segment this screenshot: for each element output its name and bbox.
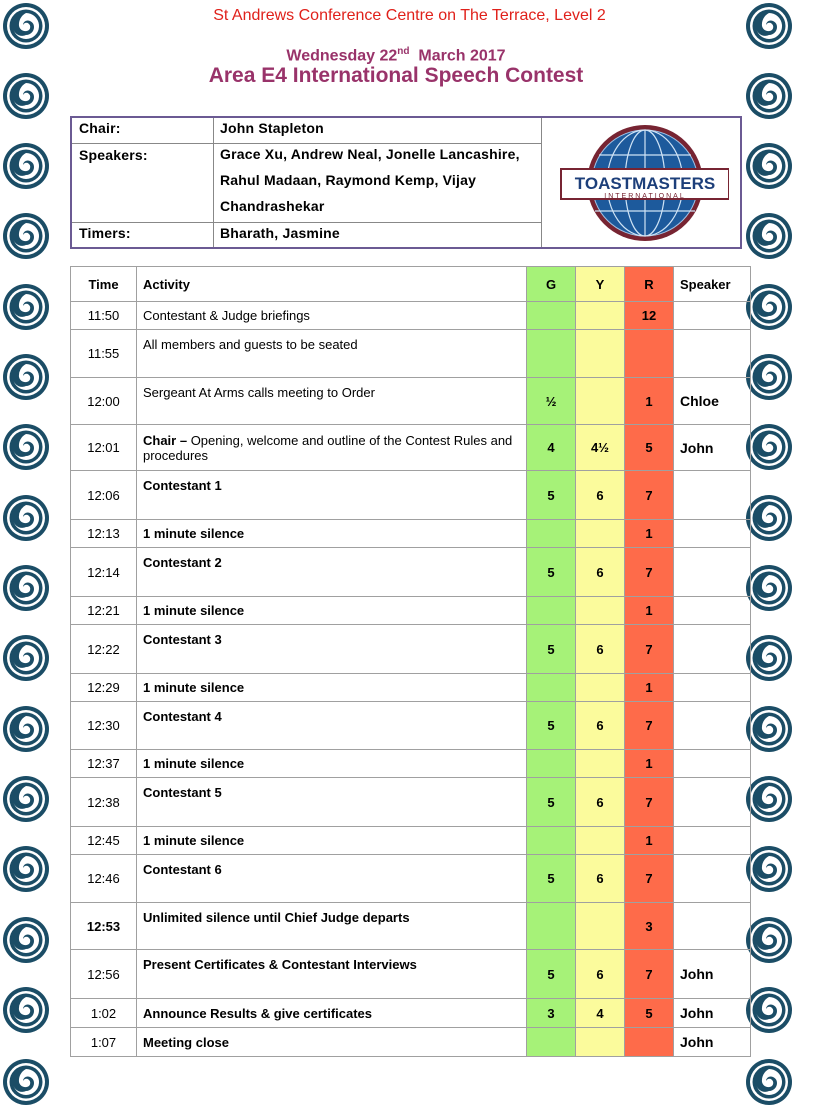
row-time: 12:56	[71, 950, 137, 999]
swirl-icon	[745, 353, 793, 401]
table-row	[71, 425, 751, 471]
row-yellow	[576, 750, 625, 778]
header-yellow: Y	[576, 267, 625, 302]
row-green: 3	[527, 999, 576, 1028]
row-green: 5	[527, 471, 576, 520]
row-red: 1	[625, 520, 674, 548]
row-activity: 1 minute silence	[137, 597, 527, 625]
table-row	[71, 302, 751, 330]
row-time: 12:29	[71, 674, 137, 702]
row-time: 12:01	[71, 425, 137, 471]
row-green: 4	[527, 425, 576, 471]
row-speaker	[674, 674, 751, 702]
row-yellow: 6	[576, 471, 625, 520]
row-activity: Meeting close	[137, 1028, 527, 1057]
row-speaker	[674, 702, 751, 750]
table-header-row	[71, 267, 751, 302]
row-red: 12	[625, 302, 674, 330]
header-red: R	[625, 267, 674, 302]
swirl-icon	[745, 142, 793, 190]
row-red: 1	[625, 750, 674, 778]
table-row	[71, 827, 751, 855]
row-green	[527, 750, 576, 778]
row-yellow: 6	[576, 778, 625, 827]
row-time: 12:45	[71, 827, 137, 855]
swirl-icon	[2, 212, 50, 260]
row-red: 7	[625, 625, 674, 674]
timers-label: Timers:	[79, 225, 131, 241]
table-row	[71, 597, 751, 625]
row-activity: Announce Results & give certificates	[137, 999, 527, 1028]
swirl-icon	[2, 775, 50, 823]
row-red: 7	[625, 950, 674, 999]
swirl-icon	[745, 845, 793, 893]
row-activity-text: Opening, welcome and outline of the Contest Rules and procedures	[143, 432, 513, 463]
row-yellow	[576, 827, 625, 855]
row-speaker	[674, 471, 751, 520]
date-prefix: Wednesday 22	[286, 47, 398, 65]
header-time: Time	[71, 267, 137, 302]
swirl-icon	[2, 494, 50, 542]
swirl-icon	[745, 916, 793, 964]
row-time: 11:55	[71, 330, 137, 378]
speakers-line: Chandrashekar	[220, 198, 325, 214]
row-speaker	[674, 520, 751, 548]
speakers-label: Speakers:	[79, 147, 148, 163]
table-row	[71, 950, 751, 999]
row-time: 12:37	[71, 750, 137, 778]
row-green: 5	[527, 950, 576, 999]
table-row	[71, 999, 751, 1028]
row-time: 12:38	[71, 778, 137, 827]
row-green: 5	[527, 548, 576, 597]
row-speaker: John	[674, 425, 751, 471]
swirl-icon	[745, 634, 793, 682]
info-divider	[213, 118, 214, 247]
swirl-icon	[2, 845, 50, 893]
swirl-icon	[745, 564, 793, 612]
row-activity: Unlimited silence until Chief Judge departs	[137, 903, 527, 950]
row-time: 12:21	[71, 597, 137, 625]
row-speaker: Chloe	[674, 378, 751, 425]
row-activity: 1 minute silence	[137, 520, 527, 548]
swirl-icon	[2, 423, 50, 471]
row-green	[527, 520, 576, 548]
row-yellow: 4½	[576, 425, 625, 471]
row-red: 5	[625, 999, 674, 1028]
row-time: 12:30	[71, 702, 137, 750]
row-speaker	[674, 625, 751, 674]
swirl-icon	[2, 986, 50, 1034]
table-row	[71, 520, 751, 548]
swirl-icon	[745, 986, 793, 1034]
row-yellow: 6	[576, 548, 625, 597]
row-green	[527, 1028, 576, 1057]
row-speaker	[674, 330, 751, 378]
row-speaker	[674, 750, 751, 778]
row-yellow	[576, 1028, 625, 1057]
row-green	[527, 674, 576, 702]
row-time: 12:06	[71, 471, 137, 520]
event-date	[0, 46, 792, 65]
row-red: 1	[625, 597, 674, 625]
row-speaker: John	[674, 1028, 751, 1057]
row-activity: 1 minute silence	[137, 827, 527, 855]
row-green: 5	[527, 855, 576, 903]
swirl-icon	[2, 353, 50, 401]
row-activity: Contestant 3	[137, 625, 527, 674]
row-speaker	[674, 597, 751, 625]
row-red: 7	[625, 702, 674, 750]
row-time: 12:14	[71, 548, 137, 597]
swirl-icon	[2, 1058, 50, 1106]
row-speaker: John	[674, 950, 751, 999]
row-activity: Contestant 5	[137, 778, 527, 827]
swirl-icon	[745, 283, 793, 331]
row-red: 5	[625, 425, 674, 471]
agenda-table	[70, 266, 751, 1057]
row-time: 1:07	[71, 1028, 137, 1057]
row-yellow: 6	[576, 625, 625, 674]
row-activity: Contestant 2	[137, 548, 527, 597]
table-row	[71, 702, 751, 750]
timers-value: Bharath, Jasmine	[220, 225, 340, 241]
header-activity: Activity	[137, 267, 527, 302]
row-red: 7	[625, 548, 674, 597]
swirl-icon	[2, 916, 50, 964]
table-row	[71, 330, 751, 378]
row-red	[625, 330, 674, 378]
row-green	[527, 827, 576, 855]
swirl-icon	[745, 423, 793, 471]
row-red: 1	[625, 674, 674, 702]
swirl-icon	[745, 775, 793, 823]
row-green	[527, 302, 576, 330]
info-divider	[72, 222, 541, 223]
date-suffix-sup: nd	[397, 46, 410, 57]
row-activity	[137, 425, 527, 471]
row-green	[527, 330, 576, 378]
logo-sub: INTERNATIONAL	[604, 193, 686, 200]
table-row	[71, 548, 751, 597]
event-title: Area E4 International Speech Contest	[208, 64, 584, 87]
table-row	[71, 903, 751, 950]
row-activity: Present Certificates & Contestant Interviews	[137, 950, 527, 999]
row-yellow: 6	[576, 702, 625, 750]
speakers-line: Grace Xu, Andrew Neal, Jonelle Lancashire,	[220, 146, 520, 162]
row-red: 7	[625, 471, 674, 520]
table-row	[71, 750, 751, 778]
row-yellow	[576, 674, 625, 702]
row-yellow	[576, 302, 625, 330]
chair-value: John Stapleton	[220, 120, 324, 136]
row-red: 7	[625, 855, 674, 903]
row-speaker	[674, 855, 751, 903]
row-activity: Contestant 4	[137, 702, 527, 750]
row-activity: 1 minute silence	[137, 674, 527, 702]
row-yellow	[576, 520, 625, 548]
toastmasters-logo	[559, 123, 729, 243]
row-activity: Sergeant At Arms calls meeting to Order	[137, 378, 527, 425]
row-yellow: 6	[576, 950, 625, 999]
info-box	[70, 116, 742, 249]
row-green: 5	[527, 625, 576, 674]
row-green: 5	[527, 778, 576, 827]
info-divider	[541, 118, 542, 247]
row-green	[527, 597, 576, 625]
header-speaker: Speaker	[674, 267, 751, 302]
table-row	[71, 1028, 751, 1057]
row-green: 5	[527, 702, 576, 750]
row-speaker	[674, 548, 751, 597]
row-speaker	[674, 827, 751, 855]
swirl-icon	[745, 1058, 793, 1106]
table-row	[71, 625, 751, 674]
row-time: 12:00	[71, 378, 137, 425]
table-row	[71, 674, 751, 702]
row-red: 3	[625, 903, 674, 950]
date-month-year: March 2017	[418, 47, 506, 65]
row-activity: All members and guests to be seated	[137, 330, 527, 378]
swirl-icon	[2, 142, 50, 190]
row-green	[527, 903, 576, 950]
row-speaker	[674, 778, 751, 827]
row-activity: Contestant 1	[137, 471, 527, 520]
row-speaker	[674, 903, 751, 950]
row-yellow: 4	[576, 999, 625, 1028]
row-yellow	[576, 903, 625, 950]
row-green: ½	[527, 378, 576, 425]
swirl-icon	[745, 494, 793, 542]
speakers-value	[220, 141, 540, 219]
swirl-icon	[2, 564, 50, 612]
row-activity: Contestant & Judge briefings	[137, 302, 527, 330]
table-row	[71, 471, 751, 520]
row-yellow	[576, 378, 625, 425]
swirl-icon	[2, 634, 50, 682]
row-activity: 1 minute silence	[137, 750, 527, 778]
row-red: 1	[625, 827, 674, 855]
chair-label: Chair:	[79, 120, 121, 136]
row-activity: Contestant 6	[137, 855, 527, 903]
table-row	[71, 855, 751, 903]
row-time: 11:50	[71, 302, 137, 330]
row-time: 12:13	[71, 520, 137, 548]
logo-name: TOASTMASTERS	[574, 174, 716, 193]
row-time: 12:53	[71, 903, 137, 950]
swirl-icon	[2, 705, 50, 753]
table-row	[71, 378, 751, 425]
row-red: 7	[625, 778, 674, 827]
table-row	[71, 778, 751, 827]
row-time: 12:46	[71, 855, 137, 903]
speakers-line: Rahul Madaan, Raymond Kemp, Vijay	[220, 172, 477, 188]
row-activity-bold: Chair –	[143, 432, 188, 448]
row-red	[625, 1028, 674, 1057]
header-green: G	[527, 267, 576, 302]
row-yellow	[576, 330, 625, 378]
venue-line: St Andrews Conference Centre on The Terrace, Level 2	[213, 7, 606, 24]
swirl-icon	[745, 705, 793, 753]
row-red: 1	[625, 378, 674, 425]
swirl-icon	[745, 212, 793, 260]
swirl-icon	[2, 283, 50, 331]
row-speaker: John	[674, 999, 751, 1028]
row-time: 12:22	[71, 625, 137, 674]
row-yellow	[576, 597, 625, 625]
row-yellow: 6	[576, 855, 625, 903]
row-speaker	[674, 302, 751, 330]
row-time: 1:02	[71, 999, 137, 1028]
